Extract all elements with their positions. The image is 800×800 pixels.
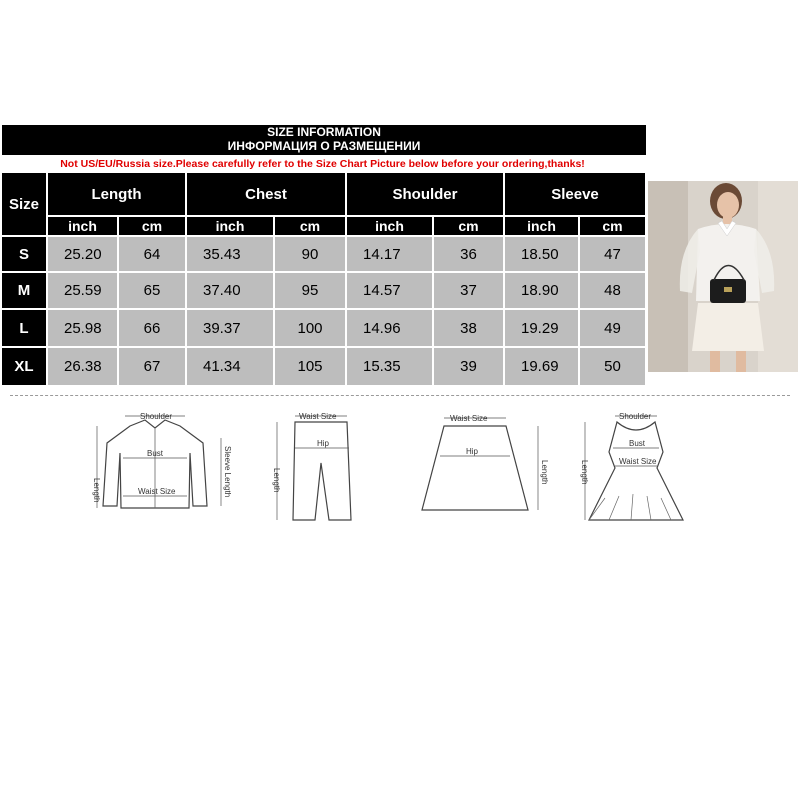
skirt-diagram: [410, 410, 560, 520]
table-cell: 19.29: [505, 310, 578, 346]
table-cell: 38: [434, 310, 503, 346]
dress-length-label: Length: [580, 460, 589, 485]
table-cell: 65: [119, 273, 185, 308]
unit-header: cm: [119, 217, 185, 235]
skirt-waist-label: Waist Size: [450, 414, 488, 423]
pants-diagram: [265, 408, 365, 528]
divider: [10, 395, 790, 396]
skirt-length-label: Length: [540, 460, 549, 485]
size-row-label: M: [2, 273, 46, 308]
table-cell: 39.37: [187, 310, 273, 346]
group-header-sleeve: Sleeve: [505, 173, 645, 215]
size-info-title-ru: ИНФОРМАЦИЯ О РАЗМЕЩЕНИИ: [227, 139, 421, 153]
pants-illustration: [265, 408, 365, 528]
dress-shoulder-label: Shoulder: [619, 412, 652, 421]
unit-header: cm: [434, 217, 503, 235]
size-column-header: Size: [2, 173, 46, 235]
shirt-waist-label: Waist Size: [138, 487, 176, 496]
unit-header: inch: [187, 217, 273, 235]
size-row-label: XL: [2, 348, 46, 385]
table-cell: 66: [119, 310, 185, 346]
table-cell: 37.40: [187, 273, 273, 308]
table-cell: 14.17: [347, 237, 432, 271]
table-cell: 39: [434, 348, 503, 385]
shirt-diagram: [85, 408, 255, 523]
shirt-illustration: [85, 408, 255, 523]
table-cell: 26.38: [48, 348, 117, 385]
shirt-shoulder-label: Shoulder: [140, 412, 173, 421]
dress-illustration: [575, 408, 695, 528]
group-header-chest: Chest: [187, 173, 345, 215]
table-cell: 36: [434, 237, 503, 271]
table-cell: 25.59: [48, 273, 117, 308]
group-header-length: Length: [48, 173, 185, 215]
dress-bust-label: Bust: [629, 439, 646, 448]
model-photo: [648, 181, 798, 372]
size-info-header: [2, 125, 646, 155]
dress-diagram: [575, 408, 695, 528]
table-cell: 18.90: [505, 273, 578, 308]
shirt-bust-label: Bust: [147, 449, 164, 458]
dress-waist-label: Waist Size: [619, 457, 657, 466]
table-cell: 19.69: [505, 348, 578, 385]
size-table: [2, 173, 645, 385]
table-cell: 25.98: [48, 310, 117, 346]
table-cell: 18.50: [505, 237, 578, 271]
pants-hip-label: Hip: [317, 439, 330, 448]
size-info-title: SIZE INFORMATION: [267, 125, 381, 139]
table-cell: 50: [580, 348, 645, 385]
table-cell: 67: [119, 348, 185, 385]
unit-header: inch: [505, 217, 578, 235]
size-row-label: S: [2, 237, 46, 271]
pants-waist-label: Waist Size: [299, 412, 337, 421]
unit-header: inch: [347, 217, 432, 235]
table-cell: 64: [119, 237, 185, 271]
shirt-length-label: Length: [92, 478, 101, 503]
unit-header: cm: [580, 217, 645, 235]
pants-length-label: Length: [272, 468, 281, 493]
table-cell: 41.34: [187, 348, 273, 385]
table-cell: 105: [275, 348, 345, 385]
table-cell: 95: [275, 273, 345, 308]
table-cell: 47: [580, 237, 645, 271]
group-header-shoulder: Shoulder: [347, 173, 503, 215]
size-row-label: L: [2, 310, 46, 346]
table-cell: 35.43: [187, 237, 273, 271]
size-notice: Not US/EU/Russia size.Please carefully refer to the Size Chart Picture below before your ordering,thanks!: [0, 155, 645, 173]
table-cell: 90: [275, 237, 345, 271]
table-cell: 49: [580, 310, 645, 346]
table-cell: 14.57: [347, 273, 432, 308]
skirt-hip-label: Hip: [466, 447, 479, 456]
table-cell: 37: [434, 273, 503, 308]
skirt-illustration: [410, 410, 560, 520]
model-photo-illustration: [648, 181, 798, 372]
table-cell: 15.35: [347, 348, 432, 385]
table-cell: 100: [275, 310, 345, 346]
shirt-sleeve-label: Sleeve Length: [223, 446, 232, 498]
table-cell: 14.96: [347, 310, 432, 346]
unit-header: inch: [48, 217, 117, 235]
unit-header: cm: [275, 217, 345, 235]
table-cell: 25.20: [48, 237, 117, 271]
table-cell: 48: [580, 273, 645, 308]
